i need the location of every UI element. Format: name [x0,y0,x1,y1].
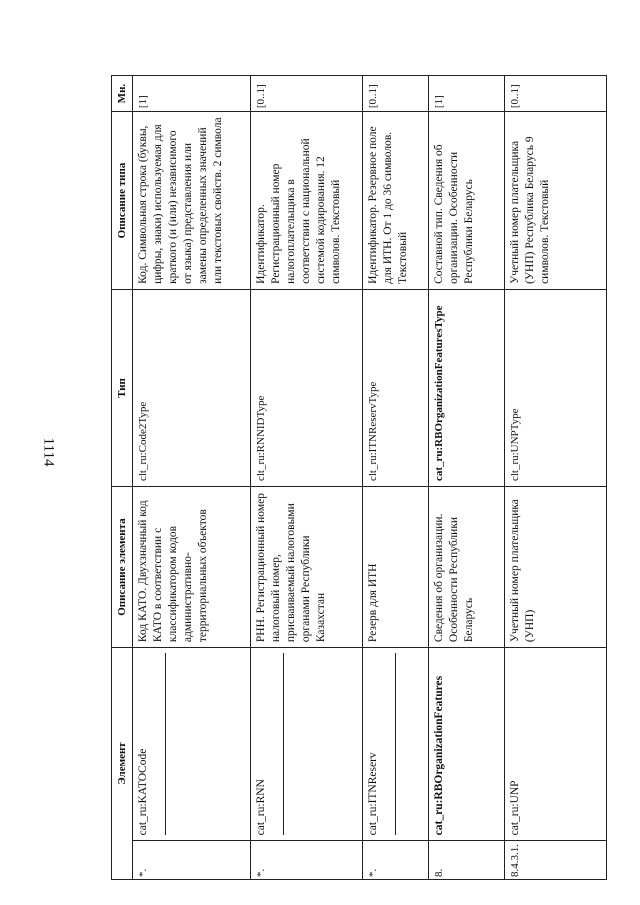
type-description: Идентификатор. Резервное поле для ИТН. От 1 до 36 символов. Текстовый [363,112,429,290]
multiplicity: [0..1] [505,76,607,112]
table-row [429,76,505,880]
element-name: cat_ru:KATOCode [133,648,251,841]
multiplicity: [1] [429,76,505,112]
header-type: Тип [112,289,133,486]
element-description: РНН. Регистрационный номер налоговый номер, присваиваемый налоговыми органами Республики Казахстан [251,487,363,648]
type-name: clt_ru:RNNIDType [251,289,363,486]
element-name: cat_ru:RBOrganizationFeatures [429,648,505,841]
table-header-row [112,76,133,880]
page-number: 1114 [40,437,57,467]
element-name: cat_ru:RNN [251,648,363,841]
multiplicity: [0..1] [363,76,429,112]
row-number: 8. [429,841,505,880]
rotated-table-wrapper [111,75,601,880]
row-number: *. [251,841,363,880]
element-description: Учетный номер плательщика (УНП) [505,487,607,648]
header-type-description: Описание типа [112,112,133,290]
table-row [251,76,363,880]
table-row [505,76,607,880]
type-description: Идентификатор. Регистрационный номер налогоплательщика в соответствии с национальной системой кодирования. 12 символов. Текстовый [251,112,363,290]
row-number: *. [363,841,429,880]
type-description: Код. Символьная строка (буквы, цифры, знаки) используемая для краткого (и (или) независимого от языка) представления или замены определенных значений или текстовых свойств. 2 символа [133,112,251,290]
type-description: Составной тип. Сведения об организации. Особенности Республики Беларусь [429,112,505,290]
table-row [363,76,429,880]
header-multiplicity: Мн. [112,76,133,112]
multiplicity: [0..1] [251,76,363,112]
table-row [133,76,251,880]
type-name: clt_ru:Code2Type [133,289,251,486]
element-name: cat_ru:ITNReserv [363,648,429,841]
type-name: clt_ru:UNPType [505,289,607,486]
element-name: cat_ru:UNP [505,648,607,841]
type-name: clt_ru:ITNReservType [363,289,429,486]
row-number: 8.4.3.1. [505,841,607,880]
multiplicity: [1] [133,76,251,112]
elements-table [111,75,607,880]
element-description: Резерв для ИТН [363,487,429,648]
header-element-description: Описание элемента [112,487,133,648]
header-element: Элемент [112,648,133,880]
type-description: Учетный номер плательщика (УНП) Республика Беларусь 9 символов. Текстовый [505,112,607,290]
row-number: *. [133,841,251,880]
element-description: Код КАТО. Двухзначный код КАТО в соответствии с классификатором кодов административно-территориальных объектов [133,487,251,648]
type-name: cat_ru:RBOrganizationFeaturesType [429,289,505,486]
element-description: Сведения об организации. Особенности Республики Беларусь [429,487,505,648]
